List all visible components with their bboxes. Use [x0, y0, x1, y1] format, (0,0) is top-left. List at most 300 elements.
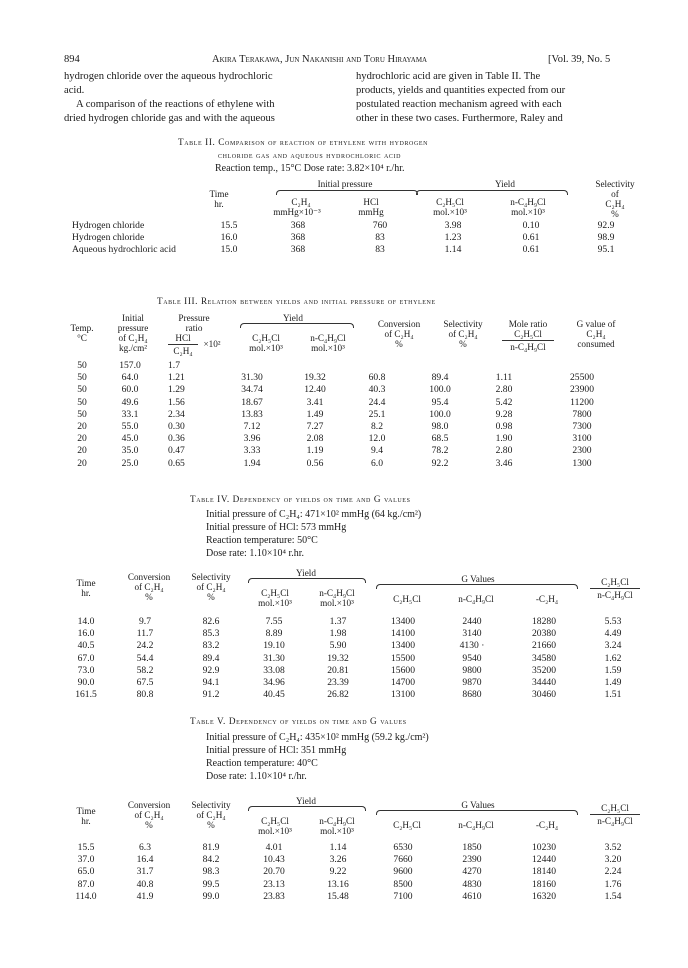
cell: 1.23 — [444, 232, 462, 244]
col-head-conversion: Conversion — [127, 800, 171, 810]
cell: 84.2 — [202, 854, 220, 866]
cell: 8500 — [393, 878, 413, 890]
cell: 7.55 — [265, 616, 283, 627]
table-row — [62, 421, 628, 433]
table-row — [62, 409, 628, 421]
body-line: A comparison of the reactions of ethylene with — [76, 99, 275, 110]
col-head-yield: Yield — [283, 313, 303, 323]
col-head-c4h9cl-unit: mol.×10³ — [311, 343, 345, 353]
cell: 40.5 — [77, 640, 95, 652]
cell: 4.49 — [604, 628, 622, 640]
col-head-ratio-num: C₂H₅Cl — [601, 803, 629, 813]
table-row — [62, 665, 646, 677]
cell: Aqueous hydrochloric acid — [72, 244, 176, 256]
col-head-c2h5cl: C₂H₅Cl — [252, 333, 280, 343]
col-head-initial: Initial — [122, 313, 144, 323]
body-line: products, yields and quantities expected from our — [356, 85, 566, 96]
cell: 31.30 — [263, 652, 285, 664]
body-line: postulated reaction mechanism agreed with each — [356, 99, 562, 110]
table-row — [62, 372, 628, 384]
cell: 12.0 — [368, 433, 386, 445]
brace-line — [240, 323, 354, 328]
cell: 760 — [372, 220, 388, 231]
cell: 9.7 — [139, 616, 151, 627]
brace-line — [376, 810, 578, 815]
cell: 60.8 — [368, 372, 386, 384]
cell: 10.43 — [263, 854, 285, 866]
cell: 3.41 — [306, 396, 324, 408]
cell: 368 — [290, 244, 306, 256]
cell: 25500 — [570, 372, 594, 384]
cell: 7300 — [572, 421, 592, 433]
cell: 4.01 — [265, 842, 283, 853]
cell — [346, 360, 408, 372]
cell: 82.6 — [202, 616, 220, 627]
cell: 3140 — [462, 628, 482, 640]
cell: 1.90 — [495, 433, 513, 445]
fraction-line — [590, 814, 640, 815]
fraction-line — [590, 588, 640, 589]
col-head-g-values: G Values — [461, 574, 495, 584]
body-line: dried hydrogen chloride gas and with the aqueous — [64, 113, 275, 124]
col-head-g-values: G Values — [461, 800, 495, 810]
cell: 18280 — [532, 616, 556, 627]
cell: 1.37 — [329, 616, 347, 627]
cell: 73.0 — [77, 664, 95, 676]
col-head-mole-ratio: Mole ratio — [508, 319, 548, 329]
cell: 18140 — [532, 866, 556, 878]
col-head-conv-of: of C₂H₄ — [134, 582, 164, 592]
cell: 19.32 — [304, 372, 326, 384]
cell: 4610 — [462, 890, 482, 902]
table-5-condition: Dose rate: 1.10×10⁴ r./hr. — [206, 771, 307, 782]
cell: 23.83 — [263, 890, 285, 902]
cell: 20 — [77, 421, 87, 433]
cell: 13400 — [391, 616, 415, 627]
table-2-conditions: Reaction temp., 15°C Dose rate: 3.82×10⁴ r./hr. — [215, 163, 405, 174]
cell: 65.0 — [77, 866, 95, 878]
cell: 15500 — [391, 652, 415, 664]
cell: 1.54 — [604, 890, 622, 902]
cell: 114.0 — [75, 890, 97, 902]
col-head-c2h5cl: C₂H₅Cl — [261, 588, 289, 598]
cell: 3.96 — [243, 433, 261, 445]
cell: 20 — [77, 457, 87, 469]
cell: 1.62 — [604, 652, 622, 664]
cell: 19.10 — [263, 640, 285, 652]
table-row — [72, 220, 642, 232]
table-4-body — [62, 616, 646, 701]
cell: 34440 — [532, 677, 556, 689]
table-row — [62, 445, 628, 457]
cell: 9870 — [462, 677, 482, 689]
cell: 1.19 — [306, 445, 324, 457]
table-5-condition: Reaction temperature: 40°C — [206, 758, 318, 769]
cell: 98.3 — [202, 866, 220, 878]
cell: 49.6 — [121, 396, 139, 408]
cell: 0.47 — [168, 445, 185, 457]
cell: 55.0 — [121, 421, 139, 433]
cell: 2390 — [462, 854, 482, 866]
col-head-conversion: Conversion — [127, 572, 171, 582]
cell: 40.3 — [368, 384, 386, 396]
table-row — [62, 854, 646, 866]
col-head-kg-cm2: kg./cm² — [118, 343, 147, 353]
cell: 87.0 — [77, 878, 95, 890]
cell: 50 — [77, 372, 87, 384]
cell: 50 — [77, 396, 87, 408]
cell: 9800 — [462, 664, 482, 676]
cell: 1.94 — [243, 457, 261, 469]
col-head-g-c2h4: C₂H₄ — [586, 329, 606, 339]
col-head-ratio-den: C₂H₄ — [173, 346, 193, 356]
brace-line — [248, 578, 366, 583]
col-head-c2h5cl: C₂H₅Cl — [436, 197, 464, 207]
table-row — [62, 640, 646, 652]
cell: 11200 — [570, 396, 594, 408]
col-head-g-c2h5cl: C₂H₅Cl — [393, 594, 421, 604]
cell: 0.36 — [168, 433, 185, 445]
cell: 95.4 — [431, 396, 449, 408]
col-head-conv-of: of C₂H₄ — [384, 329, 414, 339]
col-head-sel-of: of C₂H₄ — [196, 810, 226, 820]
cell: 98.0 — [431, 421, 449, 433]
cell: 1.59 — [604, 664, 622, 676]
cell: 0.10 — [522, 220, 540, 231]
cell: 16.0 — [220, 232, 238, 244]
col-head-temp: Temp. — [70, 323, 94, 333]
cell: 3.52 — [604, 842, 622, 853]
cell: 157.0 — [119, 360, 141, 371]
cell: 58.2 — [136, 664, 154, 676]
cell: 6.0 — [371, 457, 383, 469]
table-2-body — [72, 220, 642, 257]
body-line: hydrochloric acid are given in Table II. The — [356, 71, 541, 82]
col-head-mole-den: n-C₄H₉Cl — [510, 342, 546, 352]
cell: 19.32 — [327, 652, 349, 664]
cell: 3100 — [572, 433, 592, 445]
cell: 83.2 — [202, 640, 220, 652]
cell: 50 — [77, 360, 87, 371]
cell: 15.5 — [77, 842, 95, 853]
table-4-condition: Dose rate: 1.10×10⁴ r.hr. — [206, 548, 304, 559]
table-4-title: Table IV. Dependency of yields on time and G values — [190, 494, 411, 504]
cell: 34.74 — [241, 384, 263, 396]
cell: 33.1 — [121, 408, 139, 420]
cell: 0.61 — [522, 244, 540, 256]
cell: 20380 — [532, 628, 556, 640]
col-head-c2h5cl-unit: mol.×10³ — [258, 826, 292, 836]
cell: 1.21 — [168, 372, 185, 384]
cell: 2.34 — [168, 408, 185, 420]
cell: 9.4 — [371, 445, 383, 457]
cell: 2300 — [572, 445, 592, 457]
col-head-time: Time — [76, 578, 96, 588]
cell: 81.9 — [202, 842, 220, 853]
table-row — [62, 879, 646, 891]
col-head-c4h9cl: n-C₄H₉Cl — [510, 197, 546, 207]
col-head-selectivity: Selectivity — [443, 319, 483, 329]
cell: 161.5 — [75, 689, 97, 701]
cell: 25.0 — [121, 457, 139, 469]
cell: 3.98 — [444, 220, 462, 231]
cell: 98.9 — [597, 232, 615, 244]
cell: 0.30 — [168, 421, 185, 433]
cell: 30460 — [532, 689, 556, 701]
table-3-title: Table III. Relation between yields and initial pressure of ethylene — [157, 296, 436, 306]
col-head-conv-unit: % — [145, 592, 153, 602]
cell: 16320 — [532, 890, 556, 902]
cell: 0.56 — [306, 457, 324, 469]
col-head-g-c4h9cl: n-C₄H₉Cl — [458, 594, 494, 604]
col-head-ratio-den: n-C₄H₉Cl — [597, 590, 633, 600]
cell: 0.65 — [168, 457, 185, 469]
cell: 20.70 — [263, 866, 285, 878]
running-authors: Akira Terakawa, Jun Nakanishi and Toru Hirayama — [212, 54, 428, 65]
col-head-conversion: Conversion — [377, 319, 421, 329]
table-5-title: Table V. Dependency of yields on time and G values — [190, 716, 407, 726]
cell: 3.24 — [604, 640, 622, 652]
cell: 9.28 — [495, 408, 513, 420]
cell: 34580 — [532, 652, 556, 664]
col-head-time-unit: hr. — [81, 588, 91, 598]
table-5-body — [62, 842, 646, 903]
cell: 95.1 — [597, 244, 615, 256]
cell: 10230 — [532, 842, 556, 853]
col-head-ratio-mul: ×10² — [203, 339, 221, 349]
table-row — [62, 628, 646, 640]
cell: 83 — [375, 232, 385, 244]
cell: 8680 — [462, 689, 482, 701]
cell: 7.27 — [306, 421, 324, 433]
table-row — [62, 616, 646, 628]
cell: 18160 — [532, 878, 556, 890]
cell: 1.98 — [329, 628, 347, 640]
cell: 94.1 — [202, 677, 220, 689]
col-head-g-c2h4: -C₂H₄ — [535, 594, 559, 604]
cell: 41.9 — [136, 890, 154, 902]
body-left-column — [64, 70, 334, 126]
col-head-yield: Yield — [495, 179, 515, 189]
body-line: hydrogen chloride over the aqueous hydrochloric — [64, 71, 273, 82]
col-head-conv-of: of C₂H₄ — [134, 810, 164, 820]
cell: 20.81 — [327, 664, 349, 676]
table-row — [62, 866, 646, 878]
cell: 16.4 — [136, 854, 154, 866]
cell: 4130 · — [459, 640, 485, 652]
cell: Hydrogen chloride — [72, 232, 145, 244]
cell: 85.3 — [202, 628, 220, 640]
cell: 3.20 — [604, 854, 622, 866]
cell: 31.30 — [241, 372, 263, 384]
cell: 12.40 — [304, 384, 326, 396]
cell — [536, 360, 628, 372]
col-head-time-unit: hr. — [214, 199, 224, 209]
cell: 1.76 — [604, 878, 622, 890]
col-head-conv-unit: % — [145, 820, 153, 830]
col-head-sel-of: of C₂H₄ — [448, 329, 478, 339]
col-head-c2h4-unit: mmHg×10⁻³ — [273, 207, 321, 217]
col-head-yield: Yield — [296, 568, 316, 578]
cell: 3.26 — [329, 854, 347, 866]
cell: 6.3 — [139, 842, 151, 853]
cell: 16.0 — [77, 628, 95, 640]
cell: 1.14 — [444, 244, 462, 256]
table-row — [62, 458, 628, 470]
col-head-time-unit: hr. — [81, 816, 91, 826]
col-head-c2h5cl-unit: mol.×10³ — [249, 343, 283, 353]
cell — [220, 360, 284, 372]
cell: 5.42 — [495, 396, 513, 408]
cell: 92.9 — [202, 664, 220, 676]
cell: 92.2 — [431, 457, 449, 469]
col-head-c4h9cl: n-C₄H₉Cl — [319, 588, 355, 598]
table-row — [62, 677, 646, 689]
col-head-conv-unit: % — [395, 339, 403, 349]
cell: 1.51 — [604, 689, 622, 701]
col-head-pressure: pressure — [117, 323, 149, 333]
page-number: 894 — [64, 54, 80, 65]
brace-line — [416, 190, 568, 195]
cell: 7.12 — [243, 421, 261, 433]
col-head-ratio-num: HCl — [175, 333, 191, 343]
cell: 91.2 — [202, 689, 220, 701]
cell: 11.7 — [136, 628, 154, 640]
table-row — [62, 842, 646, 854]
col-head-sel-of: of — [611, 189, 619, 199]
cell: 25.1 — [368, 408, 386, 420]
col-head-c4h9cl-unit: mol.×10³ — [320, 598, 354, 608]
cell: 20 — [77, 433, 87, 445]
cell: 100.0 — [429, 408, 451, 420]
cell: 64.0 — [121, 372, 139, 384]
cell: 15600 — [391, 664, 415, 676]
cell: 83 — [375, 244, 385, 256]
cell — [284, 360, 346, 372]
cell: 4270 — [462, 866, 482, 878]
cell: 31.7 — [136, 866, 154, 878]
cell: 68.5 — [431, 433, 449, 445]
cell: 89.4 — [431, 372, 449, 384]
cell: 18.67 — [241, 396, 263, 408]
table-row — [62, 689, 646, 701]
table-5-condition: Initial pressure of HCl: 351 mmHg — [206, 745, 347, 756]
cell: 89.4 — [202, 652, 220, 664]
table-row — [72, 244, 642, 256]
table-4-condition: Reaction temperature: 50°C — [206, 535, 318, 546]
col-head-sel-unit: % — [459, 339, 467, 349]
cell: 9540 — [462, 652, 482, 664]
cell: 45.0 — [121, 433, 139, 445]
cell: 37.0 — [77, 854, 95, 866]
col-head-temp-unit: °C — [77, 333, 87, 343]
body-right-column — [356, 70, 626, 126]
cell: 15.48 — [327, 890, 349, 902]
cell: 1.29 — [168, 384, 185, 396]
cell: 5.90 — [329, 640, 347, 652]
cell — [408, 360, 472, 372]
col-head-g-c2h5cl: C₂H₅Cl — [393, 820, 421, 830]
cell: 20 — [77, 445, 87, 457]
cell: 0.61 — [522, 232, 540, 244]
cell: 8.89 — [265, 628, 283, 640]
col-head-sel-unit: % — [207, 592, 215, 602]
col-head-mole-num: C₂H₅Cl — [514, 329, 542, 339]
cell: 35200 — [532, 664, 556, 676]
brace-line — [276, 190, 418, 195]
col-head-yield: Yield — [296, 796, 316, 806]
col-head-g-c4h9cl: n-C₄H₉Cl — [458, 820, 494, 830]
cell: 90.0 — [77, 677, 95, 689]
fraction-line — [502, 340, 554, 341]
col-head-g-c2h4: -C₂H₄ — [535, 820, 559, 830]
cell: 2.80 — [495, 445, 513, 457]
table-2-title: Table II. Comparison of reaction of ethylene with hydrogen — [178, 137, 429, 147]
body-line: acid. — [64, 85, 85, 96]
table-row — [72, 232, 642, 244]
table-row — [62, 384, 628, 396]
cell: 12440 — [532, 854, 556, 866]
cell: 1300 — [572, 457, 592, 469]
table-row — [62, 653, 646, 665]
cell: 67.5 — [136, 677, 154, 689]
cell: 14700 — [391, 677, 415, 689]
cell: 7100 — [393, 890, 413, 902]
cell: 3.46 — [495, 457, 513, 469]
brace-line — [376, 584, 578, 589]
cell: 1.7 — [168, 360, 180, 371]
cell: 1850 — [462, 842, 482, 853]
table-row — [62, 397, 628, 409]
col-head-ratio-den: n-C₄H₉Cl — [597, 816, 633, 826]
col-head-sel-unit: % — [207, 820, 215, 830]
col-head-sel-unit: % — [611, 209, 619, 219]
col-head-c4h9cl-unit: mol.×10³ — [320, 826, 354, 836]
cell: 368 — [290, 232, 306, 244]
cell: 78.2 — [431, 445, 449, 457]
table-row — [62, 360, 628, 372]
cell: 99.0 — [202, 890, 220, 902]
cell: 13.83 — [241, 408, 263, 420]
cell: 24.4 — [368, 396, 386, 408]
col-head-selectivity: Selectivity — [191, 800, 231, 810]
table-5-condition: Initial pressure of C₂H₄: 435×10² mmHg (59.2 kg./cm²) — [206, 732, 429, 743]
cell: 7660 — [393, 854, 413, 866]
cell: 15.5 — [220, 220, 238, 231]
col-head-selectivity: Selectivity — [595, 179, 635, 189]
table-4-condition: Initial pressure of C₂H₄: 471×10² mmHg (64 kg./cm²) — [206, 509, 422, 520]
cell: 2440 — [462, 616, 482, 627]
col-head-selectivity: Selectivity — [191, 572, 231, 582]
col-head-hcl-unit: mmHg — [358, 207, 384, 217]
table-row — [62, 433, 628, 445]
fraction-line — [168, 344, 198, 345]
col-head-c2h5cl-unit: mol.×10³ — [433, 207, 467, 217]
col-head-c2h4: C₂H₄ — [291, 197, 311, 207]
cell: 9.22 — [329, 866, 347, 878]
body-line: other in these two cases. Furthermore, Raley and — [356, 113, 563, 124]
cell: 2.24 — [604, 866, 622, 878]
table-3-body — [62, 360, 628, 470]
cell: 14.0 — [77, 616, 95, 627]
col-head-g-consumed: consumed — [577, 339, 615, 349]
cell: 99.5 — [202, 878, 220, 890]
col-head-c2h5cl: C₂H₅Cl — [261, 816, 289, 826]
cell: 50 — [77, 408, 87, 420]
col-head-c4h9cl: n-C₄H₉Cl — [319, 816, 355, 826]
cell: 23.39 — [327, 677, 349, 689]
col-head-g-value: G value of — [576, 319, 616, 329]
